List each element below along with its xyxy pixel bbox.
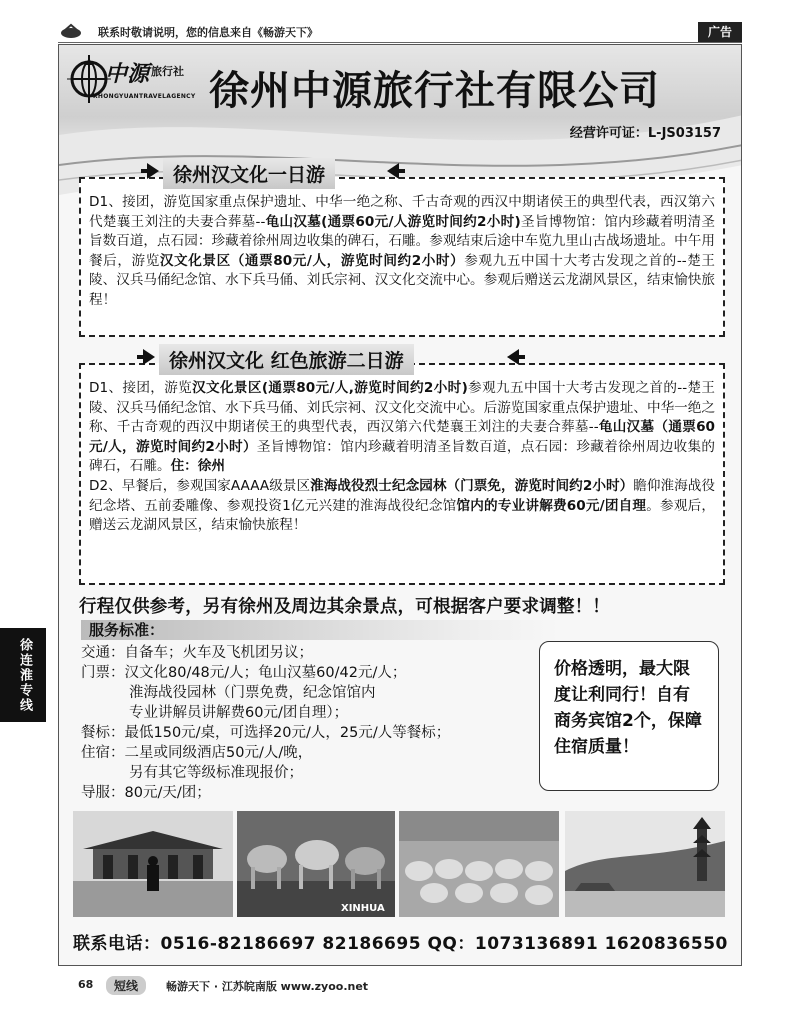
photo-terracotta-horses — [237, 811, 395, 917]
tour-highlight: 汉文化景区（通票80元/人，游览时间约2小时） — [159, 252, 465, 269]
arrow-right-icon — [141, 163, 159, 179]
company-name: 徐州中源旅行社有限公司 — [209, 67, 660, 114]
photo-watermark: XINHUA — [341, 903, 385, 914]
itinerary-notice: 行程仅供参考，另有徐州及周边其余景点，可根据客户要求调整！！ — [79, 597, 610, 617]
magazine-name: 畅游天下 · 江苏皖南版 www.zyoo.net — [166, 980, 369, 993]
logo-wordmark: 中源 — [105, 61, 150, 87]
logo-subtitle: 旅行社 — [151, 65, 184, 78]
tour-highlight: 龟山汉墓(通票60元/人游览时间约2小时) — [265, 213, 521, 230]
service-line: 淮海战役园林（门票免费，纪念馆馆内 — [129, 685, 376, 701]
service-line: 交通：自备车；火车及飞机团另议； — [81, 645, 313, 661]
tour-box-one-day — [79, 177, 725, 337]
tour-text: 瞻仰淮海战役纪念塔、五前委雕像、参观投资1亿元兴建的淮海战役纪念馆 — [89, 477, 715, 514]
tour-text: 参观九五中国十大考古发现之首的--楚王陵、汉兵马俑纪念馆、水下兵马俑、刘氏宗祠、汉文化交流中心。后游览国家重点保护遗址、中华一绝之称、千古奇观的西汉中期诸侯王的典型代表，西汉第六代楚襄王刘注的夫妻合葬墓-- — [89, 380, 715, 436]
tour-title-one-day: 徐州汉文化一日游 — [163, 158, 335, 189]
logo-english-name: XHONGYUANTRAVELAGENCY — [93, 93, 196, 100]
tour-title-two-day: 徐州汉文化 红色旅游二日游 — [159, 344, 414, 375]
tour-highlight: 馆内的专业讲解费60元/团自理 — [456, 497, 647, 514]
service-line: 专业讲解员讲解费60元/团自理）； — [129, 705, 349, 721]
source-notice: 联系时敬请说明，您的信息来自《畅游天下》 — [98, 26, 318, 39]
side-route-tab: 徐连淮专线 — [0, 628, 46, 722]
service-line: 另有其它等级标准现报价； — [129, 765, 303, 781]
section-label: 短线 — [106, 976, 146, 995]
page-footer — [58, 974, 742, 996]
service-line: 门票：汉文化80/48元/人；龟山汉墓60/42元/人； — [81, 665, 407, 681]
tour-highlight: 淮海战役烈士纪念园林（门票免，游览时间约2小时） — [310, 477, 634, 494]
tour-text: 圣旨博物馆：馆内珍藏着明清圣旨数百道，点石园：珍藏着徐州周边收集的碑石，石雕。参观结束后途中车览九里山古战场遗址。中午用餐后，游览 — [89, 213, 716, 269]
top-bar — [58, 22, 742, 43]
arrow-right-icon — [137, 349, 155, 365]
ad-tag: 广告 — [698, 22, 742, 42]
tour-text: D1、接团，游览 — [89, 380, 193, 396]
agency-logo — [67, 49, 207, 111]
promo-text: 价格透明，最大限度让利同行！自有商务宾馆2个，保障住宿质量！ — [554, 659, 702, 757]
photo-han-palace — [73, 811, 233, 917]
service-standards-list — [81, 643, 450, 803]
contact-info: 联系电话：0516-82186697 82186695 QQ：1073136891 1620836550 — [73, 934, 728, 954]
page-number: 68 — [78, 978, 94, 991]
arrow-left-icon — [387, 163, 405, 179]
tour-description — [89, 193, 715, 311]
tour-highlight: 汉文化景区(通票80元/人,游览时间约2小时) — [192, 380, 468, 396]
tour-text: 。参观后，赠送云龙湖风景区，结束愉快旅程！ — [89, 497, 715, 534]
photo-yunlong-lake — [565, 811, 725, 917]
tour-text: D2、早餐后，参观国家AAAA级景区 — [89, 477, 311, 494]
magazine-logo-icon — [60, 23, 82, 39]
arrow-left-icon — [507, 349, 525, 365]
promo-callout — [539, 641, 719, 791]
tour-description — [89, 379, 715, 536]
service-line: 餐标：最低150元/桌，可选择20元/人，25元/人等餐标； — [81, 725, 451, 741]
tour-day-1-text — [89, 380, 715, 474]
tour-text: 参观九五中国十大考古发现之首的--楚王陵、汉兵马俑纪念馆、水下兵马俑、刘氏宗祠、汉文化交流中心。参观后赠送云龙湖风景区，结束愉快旅程！ — [89, 252, 716, 308]
advertisement-card — [58, 44, 742, 966]
service-heading: 服务标准： — [81, 620, 559, 640]
photo-terracotta-army — [399, 811, 559, 917]
tour-day-1-text — [89, 194, 715, 308]
business-license: 经营许可证：L-JS03157 — [569, 126, 721, 141]
tour-text: D1、接团，游览国家重点保护遗址、中华一绝之称、千古奇观的西汉中期诸侯王的典型代表，西汉第六代楚襄王刘注的夫妻合葬墓-- — [89, 194, 715, 230]
tour-highlight: 龟山汉墓（通票60元/人，游览时间约2小时） — [89, 419, 715, 455]
service-line: 住宿：二星或同级酒店50元/人/晚， — [81, 745, 313, 761]
tour-box-two-day — [79, 363, 725, 585]
service-line: 导服：80元/天/团； — [81, 785, 211, 801]
tour-text: 圣旨博物馆：馆内珍藏着明清圣旨数百道，点石园：珍藏着徐州周边收集的碑石，石雕。 — [89, 438, 715, 475]
tour-day-2-text — [89, 478, 715, 533]
tour-highlight: 住：徐州 — [170, 458, 225, 475]
